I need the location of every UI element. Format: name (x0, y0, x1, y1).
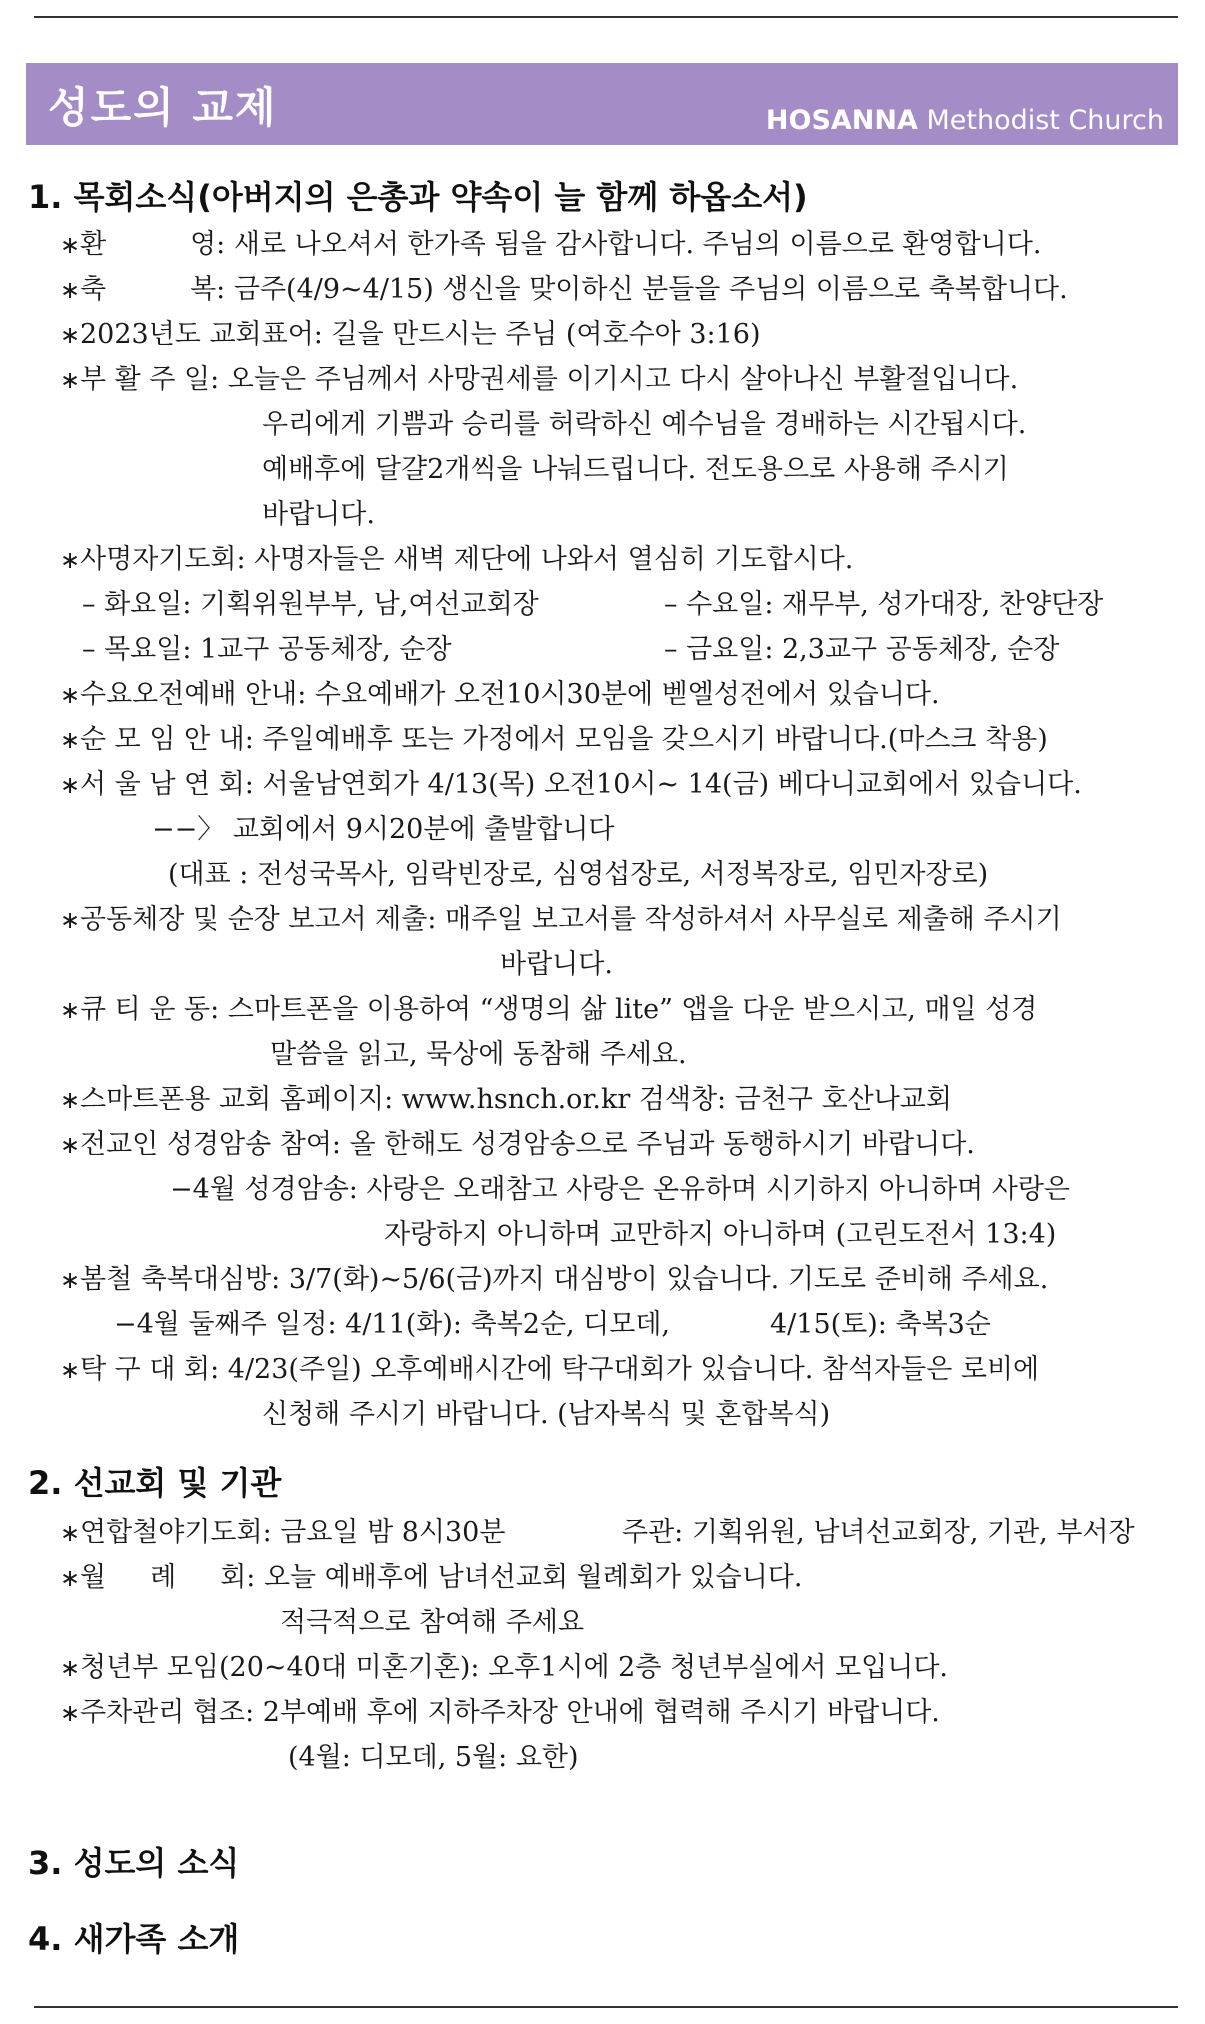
wednesday-worship-text: 수요오전예배 안내: 수요예배가 오전10시30분에 벧엘성전에서 있습니다. (80, 679, 940, 710)
bullet-icon: ∗ (60, 1564, 81, 1592)
motto-text: 2023년도 교회표어: 길을 만드시는 주님 (여호수아 3:16) (80, 319, 761, 350)
monthly-label-2: 례 (150, 1562, 177, 1593)
bullet-icon: ∗ (60, 726, 81, 754)
bullet-icon: ∗ (60, 1356, 81, 1384)
qt-text-1: 스마트폰을 이용하여 “생명의 삶 lite” 앱을 다운 받으시고, 매일 성경 (227, 994, 1038, 1025)
prayer-wednesday: – 수요일: 재무부, 성가대장, 찬양단장 (664, 589, 1104, 620)
cell-meeting-text: 주일예배후 또는 가정에서 모임을 갖으시기 바랍니다.(마스크 착용) (262, 724, 1048, 755)
section-1-title: 1. 목회소식(아버지의 은총과 약속이 늘 함께 하옵소서) (28, 178, 808, 216)
parking-text-2: (4월: 디모데, 5월: 요한) (288, 1742, 579, 1773)
wednesday-worship-line (60, 672, 940, 711)
cell-meeting-label: 순 모 임 안 내: (80, 724, 254, 755)
easter-line (60, 357, 1018, 396)
monthly-label-3: 회: (220, 1562, 256, 1593)
bullet-icon: ∗ (60, 231, 81, 259)
prayer-friday: – 금요일: 2,3교구 공동체장, 순장 (664, 634, 1060, 665)
bullet-icon: ∗ (60, 771, 81, 799)
qt-text-2: 말씀을 읽고, 묵상에 동참해 주세요. (270, 1039, 687, 1070)
blessing-label: 축 (80, 274, 107, 305)
night-prayer-text: 연합철야기도회: 금요일 밤 8시30분 (80, 1517, 506, 1548)
bullet-icon: ∗ (60, 681, 81, 709)
church-name-bold: HOSANNA (765, 105, 918, 136)
welcome-text: 새로 나오셔서 한가족 됨을 감사합니다. 주님의 이름으로 환영합니다. (233, 229, 1042, 260)
homepage-line (60, 1077, 952, 1116)
bullet-icon: ∗ (60, 1086, 81, 1114)
seoul-conference-line (60, 762, 1082, 801)
section-4-title: 4. 새가족 소개 (28, 1920, 240, 1958)
easter-text-1: 오늘은 주님께서 사망권세를 이기시고 다시 살아나신 부활절입니다. (227, 364, 1019, 395)
memorize-text: 전교인 성경암송 참여: 올 한해도 성경암송으로 주님과 동행하시기 바랍니다. (80, 1129, 975, 1160)
parking-line (60, 1690, 940, 1729)
page-title: 성도의 교제 (48, 83, 278, 132)
monthly-text-2: 적극적으로 참여해 주세요 (280, 1607, 585, 1638)
easter-text-3: 예배후에 달걀2개씩을 나눠드립니다. 전도용으로 사용해 주시기 (262, 454, 1009, 485)
seoul-departure: −−〉 교회에서 9시20분에 출발합니다 (152, 814, 615, 845)
parking-text-1: 주차관리 협조: 2부예배 후에 지하주차장 안내에 협력해 주시기 바랍니다. (80, 1697, 940, 1728)
prayer-text: 사명자기도회: 사명자들은 새벽 제단에 나와서 열심히 기도합시다. (80, 544, 854, 575)
report-text-2: 바랍니다. (500, 949, 613, 980)
easter-text-2: 우리에게 기쁨과 승리를 허락하신 예수님을 경배하는 시간됩시다. (262, 409, 1027, 440)
qt-label: 큐 티 운 동: (80, 994, 220, 1025)
table-tennis-label: 탁 구 대 회: (80, 1354, 220, 1385)
easter-text-4: 바랍니다. (262, 499, 375, 530)
prayer-line (60, 537, 853, 576)
bullet-icon: ∗ (60, 321, 81, 349)
seoul-conference-label: 서 울 남 연 회: (80, 769, 254, 800)
report-line (60, 897, 1062, 936)
church-name-rest: Methodist Church (917, 105, 1164, 136)
visitation-line (60, 1257, 1048, 1296)
qt-line (60, 987, 1037, 1026)
memorize-april-2: 자랑하지 아니하며 교만하지 아니하며 (고린도전서 13:4) (384, 1219, 1057, 1250)
night-prayer-line (60, 1510, 505, 1549)
section-2-title: 2. 선교회 및 기관 (28, 1464, 282, 1502)
welcome-label-2: 영: (190, 229, 226, 260)
monthly-text-1: 오늘 예배후에 남녀선교회 월례회가 있습니다. (263, 1562, 803, 1593)
monthly-label-1: 월 (80, 1562, 107, 1593)
monthly-meeting-line (60, 1555, 802, 1594)
homepage-text: 스마트폰용 교회 홈페이지: www.hsnch.or.kr 검색창: 금천구 호산나교회 (80, 1084, 952, 1115)
seoul-representatives: (대표 : 전성국목사, 임락빈장로, 심영섭장로, 서정복장로, 임민자장로) (168, 859, 989, 890)
table-tennis-text-1: 4/23(주일) 오후예배시간에 탁구대회가 있습니다. 참석자들은 로비에 (227, 1354, 1040, 1385)
table-tennis-line (60, 1347, 1039, 1386)
bottom-rule (34, 2006, 1178, 2008)
visitation-week: −4월 둘째주 일정: 4/11(화): 축복2순, 디모데, (114, 1309, 671, 1340)
memorize-april-1: −4월 성경암송: 사랑은 오래참고 사랑은 온유하며 시기하지 아니하며 사랑은 (170, 1174, 1071, 1205)
visitation-week-b: 4/15(토): 축복3순 (770, 1309, 991, 1340)
prayer-tuesday: – 화요일: 기획위원부부, 남,여선교회장 (82, 589, 539, 620)
easter-label: 부 활 주 일: (80, 364, 220, 395)
youth-line (60, 1645, 948, 1684)
blessing-label-2: 복: (190, 274, 226, 305)
blessing-line (60, 267, 1068, 306)
cell-meeting-line (60, 717, 1048, 756)
welcome-label: 환 (80, 229, 107, 260)
bullet-icon: ∗ (60, 1654, 81, 1682)
welcome-line (60, 222, 1041, 261)
bullet-icon: ∗ (60, 1131, 81, 1159)
bullet-icon: ∗ (60, 1699, 81, 1727)
prayer-thursday: – 목요일: 1교구 공동체장, 순장 (82, 634, 452, 665)
bullet-icon: ∗ (60, 996, 81, 1024)
table-tennis-text-2: 신청해 주시기 바랍니다. (남자복식 및 혼합복식) (262, 1399, 831, 1430)
blessing-text: 금주(4/9~4/15) 생신을 맞이하신 분들을 주님의 이름으로 축복합니다. (233, 274, 1068, 305)
report-text-1: 공동체장 및 순장 보고서 제출: 매주일 보고서를 작성하셔서 사무실로 제출해 주시기 (80, 904, 1062, 935)
memorize-line (60, 1122, 975, 1161)
night-prayer-host: 주관: 기획위원, 남녀선교회장, 기관, 부서장 (622, 1517, 1135, 1548)
bullet-icon: ∗ (60, 906, 81, 934)
bullet-icon: ∗ (60, 1266, 81, 1294)
youth-text: 청년부 모임(20~40대 미혼기혼): 오후1시에 2층 청년부실에서 모입니다. (80, 1652, 948, 1683)
bullet-icon: ∗ (60, 276, 81, 304)
bullet-icon: ∗ (60, 546, 81, 574)
bullet-icon: ∗ (60, 366, 81, 394)
seoul-conference-text: 서울남연회가 4/13(목) 오전10시~ 14(금) 베다니교회에서 있습니다. (262, 769, 1082, 800)
bullet-icon: ∗ (60, 1519, 81, 1547)
visitation-text: 봄철 축복대심방: 3/7(화)~5/6(금)까지 대심방이 있습니다. 기도로 준비해 주세요. (80, 1264, 1049, 1295)
section-3-title: 3. 성도의 소식 (28, 1844, 240, 1882)
motto-line (60, 312, 760, 351)
